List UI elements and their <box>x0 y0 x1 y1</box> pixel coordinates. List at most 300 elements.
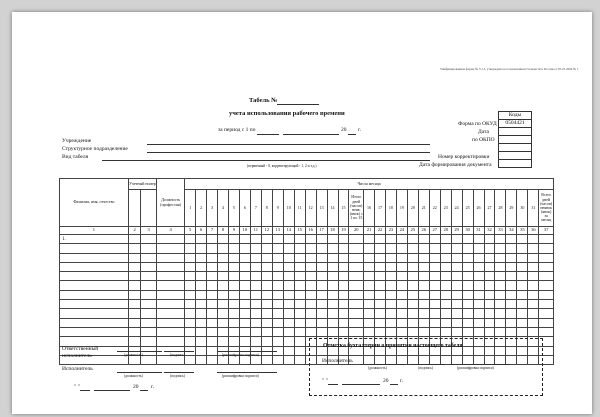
timesheet-cell[interactable] <box>364 272 375 281</box>
timesheet-cell[interactable] <box>239 253 250 262</box>
timesheet-cell[interactable] <box>517 281 528 290</box>
timesheet-cell[interactable] <box>451 272 462 281</box>
timesheet-cell[interactable] <box>407 290 418 299</box>
timesheet-cell[interactable] <box>451 318 462 327</box>
timesheet-cell[interactable] <box>473 309 484 318</box>
timesheet-cell[interactable] <box>157 327 185 336</box>
timesheet-cell[interactable] <box>250 327 261 336</box>
timesheet-cell[interactable] <box>495 327 506 336</box>
timesheet-cell[interactable] <box>539 309 554 318</box>
timesheet-cell[interactable] <box>261 309 272 318</box>
timesheet-cell[interactable] <box>272 281 283 290</box>
timesheet-cell[interactable] <box>349 300 364 309</box>
timesheet-cell[interactable] <box>396 272 407 281</box>
timesheet-cell[interactable] <box>141 262 157 271</box>
timesheet-cell[interactable] <box>429 281 440 290</box>
timesheet-cell[interactable] <box>250 337 261 346</box>
timesheet-cell[interactable] <box>141 244 157 253</box>
timesheet-cell[interactable] <box>185 290 196 299</box>
timesheet-cell[interactable] <box>385 244 396 253</box>
timesheet-cell[interactable] <box>462 281 473 290</box>
timesheet-cell[interactable] <box>539 327 554 336</box>
timesheet-cell[interactable] <box>60 253 129 262</box>
timesheet-cell[interactable] <box>305 235 316 244</box>
timesheet-cell[interactable] <box>385 272 396 281</box>
timesheet-cell[interactable] <box>185 327 196 336</box>
timesheet-cell[interactable] <box>316 262 327 271</box>
timesheet-cell[interactable] <box>484 253 495 262</box>
timesheet-cell[interactable] <box>272 253 283 262</box>
timesheet-cell[interactable] <box>429 309 440 318</box>
timesheet-cell[interactable] <box>218 309 229 318</box>
timesheet-cell[interactable] <box>396 290 407 299</box>
timesheet-cell[interactable] <box>462 300 473 309</box>
timesheet-cell[interactable] <box>429 253 440 262</box>
timesheet-cell[interactable] <box>484 244 495 253</box>
timesheet-cell[interactable] <box>157 337 185 346</box>
timesheet-cell[interactable] <box>429 235 440 244</box>
timesheet-cell[interactable] <box>528 327 539 336</box>
timesheet-cell[interactable] <box>261 290 272 299</box>
timesheet-cell[interactable] <box>316 318 327 327</box>
timesheet-cell[interactable] <box>157 281 185 290</box>
timesheet-cell[interactable] <box>250 253 261 262</box>
timesheet-cell[interactable] <box>207 272 218 281</box>
timesheet-cell[interactable] <box>283 281 294 290</box>
timesheet-cell[interactable] <box>218 318 229 327</box>
timesheet-cell[interactable] <box>473 272 484 281</box>
timesheet-cell[interactable] <box>473 253 484 262</box>
timesheet-cell[interactable] <box>539 300 554 309</box>
timesheet-cell[interactable] <box>228 300 239 309</box>
timesheet-cell[interactable] <box>418 318 429 327</box>
timesheet-cell[interactable] <box>506 300 517 309</box>
timesheet-cell[interactable] <box>228 309 239 318</box>
timesheet-cell[interactable] <box>451 244 462 253</box>
timesheet-cell[interactable] <box>128 309 141 318</box>
timesheet-cell[interactable] <box>327 318 338 327</box>
timesheet-cell[interactable] <box>506 244 517 253</box>
timesheet-cell[interactable] <box>375 318 386 327</box>
timesheet-cell[interactable] <box>364 253 375 262</box>
timesheet-cell[interactable] <box>349 235 364 244</box>
timesheet-cell[interactable] <box>418 290 429 299</box>
timesheet-cell[interactable] <box>440 327 451 336</box>
timesheet-cell[interactable] <box>349 327 364 336</box>
timesheet-cell[interactable] <box>440 290 451 299</box>
timesheet-cell[interactable] <box>407 300 418 309</box>
timesheet-cell[interactable] <box>429 300 440 309</box>
timesheet-cell[interactable] <box>396 300 407 309</box>
timesheet-cell[interactable] <box>305 244 316 253</box>
timesheet-cell[interactable] <box>327 253 338 262</box>
timesheet-cell[interactable] <box>141 309 157 318</box>
timesheet-cell[interactable] <box>528 300 539 309</box>
timesheet-cell[interactable] <box>451 281 462 290</box>
timesheet-cell[interactable] <box>316 300 327 309</box>
timesheet-cell[interactable] <box>196 309 207 318</box>
timesheet-cell[interactable] <box>462 244 473 253</box>
timesheet-cell[interactable] <box>506 318 517 327</box>
timesheet-cell[interactable] <box>407 262 418 271</box>
timesheet-cell[interactable] <box>327 300 338 309</box>
timesheet-cell[interactable] <box>440 272 451 281</box>
timesheet-cell[interactable] <box>239 318 250 327</box>
timesheet-cell[interactable] <box>375 309 386 318</box>
timesheet-cell[interactable] <box>141 235 157 244</box>
timesheet-cell[interactable] <box>207 300 218 309</box>
timesheet-cell[interactable] <box>218 290 229 299</box>
timesheet-cell[interactable] <box>185 262 196 271</box>
timesheet-cell[interactable] <box>517 318 528 327</box>
timesheet-cell[interactable] <box>473 244 484 253</box>
timesheet-cell[interactable] <box>60 300 129 309</box>
timesheet-cell[interactable] <box>196 327 207 336</box>
timesheet-cell[interactable] <box>185 253 196 262</box>
timesheet-cell[interactable] <box>418 262 429 271</box>
timesheet-cell[interactable] <box>462 290 473 299</box>
timesheet-cell[interactable] <box>305 253 316 262</box>
timesheet-cell[interactable] <box>396 309 407 318</box>
timesheet-cell[interactable] <box>283 355 294 364</box>
timesheet-cell[interactable] <box>316 235 327 244</box>
timesheet-cell[interactable] <box>196 281 207 290</box>
timesheet-cell[interactable] <box>60 327 129 336</box>
timesheet-cell[interactable] <box>316 327 327 336</box>
timesheet-cell[interactable]: 1. <box>60 235 129 244</box>
timesheet-cell[interactable] <box>349 290 364 299</box>
timesheet-cell[interactable] <box>207 253 218 262</box>
timesheet-cell[interactable] <box>375 281 386 290</box>
timesheet-cell[interactable] <box>385 309 396 318</box>
timesheet-cell[interactable] <box>141 355 157 364</box>
timesheet-cell[interactable] <box>407 272 418 281</box>
timesheet-cell[interactable] <box>272 244 283 253</box>
timesheet-cell[interactable] <box>218 235 229 244</box>
timesheet-cell[interactable] <box>506 290 517 299</box>
timesheet-cell[interactable] <box>196 318 207 327</box>
timesheet-cell[interactable] <box>239 300 250 309</box>
timesheet-cell[interactable] <box>272 300 283 309</box>
timesheet-cell[interactable] <box>375 244 386 253</box>
timesheet-cell[interactable] <box>385 235 396 244</box>
timesheet-cell[interactable] <box>517 309 528 318</box>
timesheet-cell[interactable] <box>338 290 349 299</box>
timesheet-cell[interactable] <box>451 253 462 262</box>
timesheet-cell[interactable] <box>294 346 305 355</box>
timesheet-cell[interactable] <box>272 327 283 336</box>
timesheet-cell[interactable] <box>495 244 506 253</box>
timesheet-cell[interactable] <box>364 309 375 318</box>
timesheet-cell[interactable] <box>228 244 239 253</box>
timesheet-cell[interactable] <box>239 309 250 318</box>
timesheet-cell[interactable] <box>128 244 141 253</box>
timesheet-cell[interactable] <box>407 309 418 318</box>
timesheet-cell[interactable] <box>451 290 462 299</box>
timesheet-cell[interactable] <box>528 235 539 244</box>
timesheet-cell[interactable] <box>385 281 396 290</box>
timesheet-cell[interactable] <box>396 244 407 253</box>
timesheet-cell[interactable] <box>338 281 349 290</box>
timesheet-cell[interactable] <box>451 309 462 318</box>
timesheet-cell[interactable] <box>407 253 418 262</box>
timesheet-cell[interactable] <box>539 253 554 262</box>
timesheet-cell[interactable] <box>228 327 239 336</box>
timesheet-cell[interactable] <box>250 290 261 299</box>
timesheet-cell[interactable] <box>261 337 272 346</box>
timesheet-cell[interactable] <box>250 309 261 318</box>
timesheet-cell[interactable] <box>261 281 272 290</box>
timesheet-cell[interactable] <box>228 272 239 281</box>
timesheet-cell[interactable] <box>141 337 157 346</box>
timesheet-cell[interactable] <box>218 327 229 336</box>
timesheet-cell[interactable] <box>261 318 272 327</box>
timesheet-cell[interactable] <box>294 337 305 346</box>
timesheet-cell[interactable] <box>250 262 261 271</box>
timesheet-cell[interactable] <box>239 272 250 281</box>
timesheet-cell[interactable] <box>506 253 517 262</box>
timesheet-cell[interactable] <box>185 235 196 244</box>
timesheet-cell[interactable] <box>484 235 495 244</box>
timesheet-cell[interactable] <box>327 262 338 271</box>
timesheet-cell[interactable] <box>375 290 386 299</box>
timesheet-cell[interactable] <box>60 262 129 271</box>
timesheet-cell[interactable] <box>261 262 272 271</box>
timesheet-cell[interactable] <box>338 235 349 244</box>
timesheet-cell[interactable] <box>60 337 129 346</box>
timesheet-cell[interactable] <box>128 272 141 281</box>
timesheet-cell[interactable] <box>528 253 539 262</box>
timesheet-cell[interactable] <box>396 281 407 290</box>
timesheet-cell[interactable] <box>517 300 528 309</box>
timesheet-cell[interactable] <box>364 290 375 299</box>
timesheet-cell[interactable] <box>473 262 484 271</box>
timesheet-cell[interactable] <box>407 318 418 327</box>
timesheet-cell[interactable] <box>185 309 196 318</box>
timesheet-cell[interactable] <box>396 318 407 327</box>
timesheet-cell[interactable] <box>349 244 364 253</box>
timesheet-cell[interactable] <box>375 300 386 309</box>
timesheet-cell[interactable] <box>462 272 473 281</box>
timesheet-cell[interactable] <box>440 235 451 244</box>
timesheet-cell[interactable] <box>228 281 239 290</box>
timesheet-cell[interactable] <box>385 262 396 271</box>
timesheet-cell[interactable] <box>207 346 218 355</box>
timesheet-cell[interactable] <box>316 253 327 262</box>
timesheet-cell[interactable] <box>338 327 349 336</box>
timesheet-cell[interactable] <box>506 327 517 336</box>
timesheet-cell[interactable] <box>250 244 261 253</box>
timesheet-cell[interactable] <box>364 318 375 327</box>
timesheet-cell[interactable] <box>338 244 349 253</box>
timesheet-cell[interactable] <box>228 235 239 244</box>
timesheet-cell[interactable] <box>250 318 261 327</box>
timesheet-cell[interactable] <box>495 272 506 281</box>
timesheet-cell[interactable] <box>473 290 484 299</box>
timesheet-cell[interactable] <box>528 244 539 253</box>
timesheet-cell[interactable] <box>338 262 349 271</box>
timesheet-cell[interactable] <box>196 337 207 346</box>
timesheet-cell[interactable] <box>484 300 495 309</box>
timesheet-cell[interactable] <box>128 253 141 262</box>
timesheet-cell[interactable] <box>283 309 294 318</box>
timesheet-cell[interactable] <box>517 290 528 299</box>
timesheet-cell[interactable] <box>364 244 375 253</box>
timesheet-cell[interactable] <box>495 318 506 327</box>
timesheet-cell[interactable] <box>60 244 129 253</box>
timesheet-cell[interactable] <box>250 235 261 244</box>
timesheet-cell[interactable] <box>327 290 338 299</box>
timesheet-cell[interactable] <box>327 309 338 318</box>
timesheet-cell[interactable] <box>429 272 440 281</box>
timesheet-cell[interactable] <box>128 300 141 309</box>
timesheet-cell[interactable] <box>157 253 185 262</box>
timesheet-cell[interactable] <box>407 281 418 290</box>
timesheet-cell[interactable] <box>294 309 305 318</box>
timesheet-cell[interactable] <box>207 355 218 364</box>
timesheet-cell[interactable] <box>283 327 294 336</box>
timesheet-cell[interactable] <box>462 253 473 262</box>
timesheet-cell[interactable] <box>338 309 349 318</box>
timesheet-cell[interactable] <box>349 281 364 290</box>
timesheet-cell[interactable] <box>517 235 528 244</box>
timesheet-cell[interactable] <box>294 262 305 271</box>
timesheet-cell[interactable] <box>239 235 250 244</box>
timesheet-cell[interactable] <box>196 235 207 244</box>
timesheet-cell[interactable] <box>349 253 364 262</box>
timesheet-cell[interactable] <box>283 272 294 281</box>
timesheet-cell[interactable] <box>60 272 129 281</box>
timesheet-cell[interactable] <box>228 318 239 327</box>
timesheet-cell[interactable] <box>128 327 141 336</box>
timesheet-cell[interactable] <box>294 244 305 253</box>
timesheet-cell[interactable] <box>364 281 375 290</box>
timesheet-cell[interactable] <box>185 272 196 281</box>
timesheet-cell[interactable] <box>451 300 462 309</box>
timesheet-cell[interactable] <box>396 262 407 271</box>
timesheet-cell[interactable] <box>294 253 305 262</box>
timesheet-cell[interactable] <box>207 337 218 346</box>
timesheet-cell[interactable] <box>495 235 506 244</box>
timesheet-cell[interactable] <box>196 244 207 253</box>
timesheet-cell[interactable] <box>375 262 386 271</box>
timesheet-cell[interactable] <box>484 318 495 327</box>
timesheet-cell[interactable] <box>539 281 554 290</box>
timesheet-cell[interactable] <box>185 244 196 253</box>
timesheet-cell[interactable] <box>239 290 250 299</box>
timesheet-cell[interactable] <box>385 290 396 299</box>
timesheet-cell[interactable] <box>429 290 440 299</box>
timesheet-cell[interactable] <box>375 253 386 262</box>
timesheet-cell[interactable] <box>141 290 157 299</box>
timesheet-cell[interactable] <box>272 272 283 281</box>
timesheet-cell[interactable] <box>473 300 484 309</box>
timesheet-cell[interactable] <box>375 272 386 281</box>
timesheet-cell[interactable] <box>451 327 462 336</box>
timesheet-cell[interactable] <box>141 272 157 281</box>
timesheet-cell[interactable] <box>539 290 554 299</box>
timesheet-cell[interactable] <box>196 300 207 309</box>
timesheet-cell[interactable] <box>128 290 141 299</box>
timesheet-cell[interactable] <box>141 281 157 290</box>
timesheet-cell[interactable] <box>305 309 316 318</box>
timesheet-cell[interactable] <box>484 309 495 318</box>
timesheet-cell[interactable] <box>440 253 451 262</box>
timesheet-cell[interactable] <box>462 309 473 318</box>
timesheet-cell[interactable] <box>272 355 283 364</box>
timesheet-cell[interactable] <box>316 309 327 318</box>
timesheet-cell[interactable] <box>349 309 364 318</box>
timesheet-cell[interactable] <box>495 300 506 309</box>
timesheet-cell[interactable] <box>207 327 218 336</box>
timesheet-cell[interactable] <box>157 262 185 271</box>
timesheet-cell[interactable] <box>283 235 294 244</box>
timesheet-cell[interactable] <box>128 235 141 244</box>
timesheet-cell[interactable] <box>440 309 451 318</box>
timesheet-cell[interactable] <box>239 244 250 253</box>
timesheet-cell[interactable] <box>283 262 294 271</box>
timesheet-cell[interactable] <box>157 309 185 318</box>
timesheet-cell[interactable] <box>272 318 283 327</box>
timesheet-cell[interactable] <box>261 272 272 281</box>
timesheet-cell[interactable] <box>305 262 316 271</box>
timesheet-cell[interactable] <box>338 253 349 262</box>
timesheet-cell[interactable] <box>261 235 272 244</box>
timesheet-cell[interactable] <box>517 262 528 271</box>
timesheet-cell[interactable] <box>506 262 517 271</box>
timesheet-cell[interactable] <box>316 290 327 299</box>
timesheet-cell[interactable] <box>128 337 141 346</box>
timesheet-cell[interactable] <box>349 318 364 327</box>
timesheet-cell[interactable] <box>294 355 305 364</box>
timesheet-cell[interactable] <box>528 318 539 327</box>
timesheet-cell[interactable] <box>157 244 185 253</box>
timesheet-cell[interactable] <box>196 253 207 262</box>
timesheet-cell[interactable] <box>196 290 207 299</box>
timesheet-cell[interactable] <box>207 244 218 253</box>
timesheet-cell[interactable] <box>396 253 407 262</box>
timesheet-cell[interactable] <box>272 290 283 299</box>
timesheet-cell[interactable] <box>60 318 129 327</box>
timesheet-cell[interactable] <box>473 281 484 290</box>
timesheet-cell[interactable] <box>473 327 484 336</box>
timesheet-cell[interactable] <box>327 235 338 244</box>
timesheet-cell[interactable] <box>462 318 473 327</box>
timesheet-cell[interactable] <box>528 290 539 299</box>
timesheet-cell[interactable] <box>261 355 272 364</box>
timesheet-cell[interactable] <box>196 355 207 364</box>
timesheet-cell[interactable] <box>528 272 539 281</box>
timesheet-cell[interactable] <box>338 300 349 309</box>
timesheet-cell[interactable] <box>327 244 338 253</box>
timesheet-cell[interactable] <box>207 290 218 299</box>
timesheet-cell[interactable] <box>418 309 429 318</box>
timesheet-cell[interactable] <box>338 272 349 281</box>
timesheet-cell[interactable] <box>364 300 375 309</box>
timesheet-cell[interactable] <box>250 272 261 281</box>
timesheet-cell[interactable] <box>294 272 305 281</box>
timesheet-cell[interactable] <box>495 262 506 271</box>
timesheet-cell[interactable] <box>528 262 539 271</box>
timesheet-cell[interactable] <box>429 262 440 271</box>
timesheet-cell[interactable] <box>60 281 129 290</box>
timesheet-cell[interactable] <box>506 235 517 244</box>
timesheet-cell[interactable] <box>407 244 418 253</box>
timesheet-cell[interactable] <box>294 327 305 336</box>
timesheet-cell[interactable] <box>495 281 506 290</box>
timesheet-cell[interactable] <box>539 235 554 244</box>
timesheet-cell[interactable] <box>228 337 239 346</box>
